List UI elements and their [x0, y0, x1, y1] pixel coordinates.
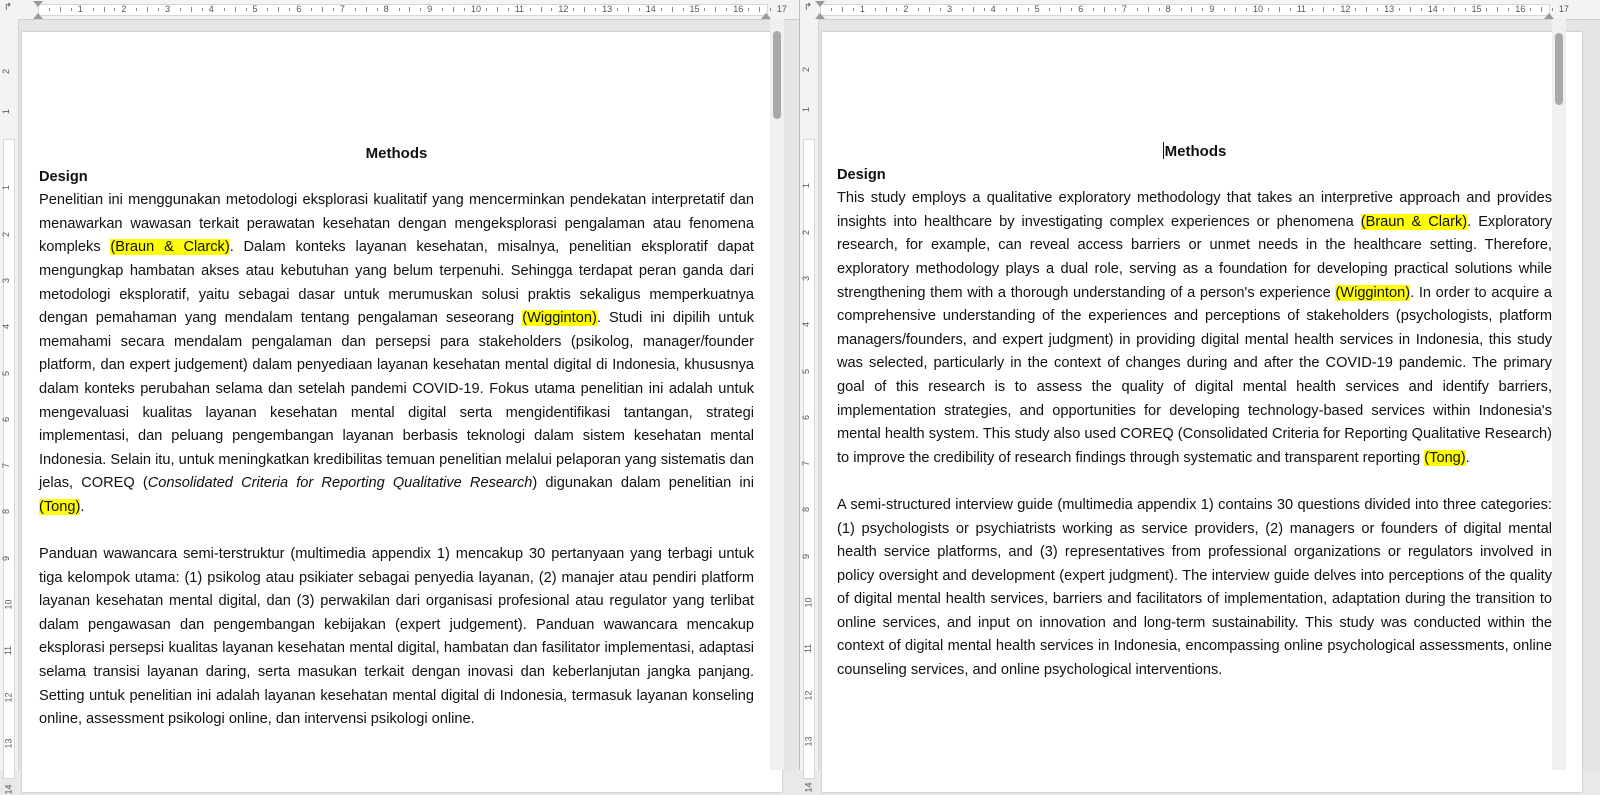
- ruler-number: 11: [3, 646, 14, 656]
- ruler-number: 6: [801, 414, 812, 420]
- ruler-number: 10: [3, 599, 14, 610]
- ruler-number: 7: [339, 4, 345, 14]
- ruler-tick: [683, 8, 684, 11]
- ruler-tick: [1060, 7, 1061, 12]
- section-title: [837, 140, 1552, 164]
- ruler-tick: [1312, 8, 1313, 11]
- highlighted-citation: (Wigginton): [1335, 284, 1411, 301]
- ruler-tick: [1508, 8, 1509, 11]
- ruler-tick: [486, 8, 487, 11]
- ruler-tick: [929, 7, 930, 12]
- text-run: . Studi ini dipilih untuk memahami secara mendalam pengalaman dan persepsi para stakeholders (psikolog, manager/founder platform, dan expert judgement) dalam penyediaan layanan kesehatan mental digital di Indonesia, khususnya dalam konteks perubahan selama dan setelah pandemi COVID-19. Fokus utama penelitian ini adalah untuk mengevaluasi kualitas layanan kesehatan mental digital serta mengidentifikasi tantangan, strategi implementasi, dan peluang pengembangan layanan berbasis teknologi dalam sistem kesehatan mental Indonesia. Selain itu, untuk meningkatkan kredibilitas temuan penelitian melalui pelaporan yang sistematis dan jelas, COREQ (: [39, 310, 755, 492]
- highlighted-citation: (Braun & Clark): [1360, 213, 1468, 230]
- tab-selector-icon[interactable]: ↱: [3, 2, 13, 13]
- text-run: . In order to acquire a comprehensive understanding of the experiences and perceptions of stakeholders (psychologists, platform managers/founders, and expert judgment) in providing digital mental health services in Indonesia, this study was selected, particularly in the context of changes during and after the COVID-19 pandemic. The primary goal of this research is to assess the quality of digital mental health services and identify barriers, implementation strategies, and opportunities for developing technology-based services within Indonesia's mental health system. This study also used COREQ (Consolidated Criteria for Reporting Qualitative Research) to improve the credibility of research findings through systematic and transparent reporting: [837, 284, 1552, 466]
- ruler-tick: [1323, 7, 1324, 12]
- ruler-number: 5: [801, 368, 812, 374]
- ruler-number: 11: [1296, 4, 1307, 14]
- ruler-number: 13: [1384, 4, 1395, 14]
- ruler-number: 6: [1, 416, 12, 422]
- ruler-tick: [289, 8, 290, 11]
- ruler-tick: [1355, 8, 1356, 11]
- ruler-number: 15: [689, 4, 700, 14]
- ruler-tick: [672, 7, 673, 12]
- ruler-tick: [104, 7, 105, 12]
- ruler-tick: [1115, 8, 1116, 11]
- ruler-tick: [1497, 7, 1498, 12]
- ruler-tick: [842, 7, 843, 12]
- ruler-tick: [497, 7, 498, 12]
- ruler-tick: [628, 7, 629, 12]
- highlighted-citation: (Tong): [1424, 449, 1466, 466]
- ruler-tick: [464, 8, 465, 11]
- ruler-tick: [973, 7, 974, 12]
- ruler-tick: [180, 8, 181, 11]
- ruler-tick: [1366, 7, 1367, 12]
- ruler-number: 14: [803, 782, 814, 793]
- ruler-tick: [202, 8, 203, 11]
- vertical-ruler[interactable]: [0, 19, 19, 795]
- ruler-number: 12: [3, 692, 14, 703]
- ruler-number: 7: [1121, 4, 1127, 14]
- ruler-tick: [715, 7, 716, 12]
- right-document-pane[interactable]: [800, 0, 1600, 793]
- ruler-tick: [1399, 8, 1400, 11]
- ruler-tick: [748, 8, 749, 11]
- ruler-tick: [1410, 7, 1411, 12]
- ruler-number: 6: [296, 4, 302, 14]
- ruler-tick: [355, 8, 356, 11]
- vertical-scrollbar[interactable]: [770, 19, 784, 770]
- ruler-number: 2: [801, 66, 812, 73]
- ruler-tick: [530, 8, 531, 11]
- ruler-number: 1: [1, 108, 12, 115]
- interview-paragraph: Panduan wawancara semi-terstruktur (multimedia appendix 1) mencakup 30 pertanyaan yang terbagi untuk tiga kelompok utama: (1) psikolog atau psikiater sebagai penyedia layanan, (2) manajer atau pendiri platform layanan kesehatan mental digital, dan (3) perwakilan dari organisasi profesional atau regulator yang terlibat dalam pengawasan dan pengembangan kebijakan (expert judgement). Panduan wawancara mencakup eksplorasi persepsi kualitas layanan kesehatan mental digital, hambatan dan fasilitator implementasi, adaptasi selama transisi layanan daring, serta masukan terkait dengan inovasi dan keberlanjutan jangka panjang. Setting untuk penelitian ini adalah layanan kesehatan mental digital di Indonesia, termasuk layanan konseling online, assessment psikologi online, dan intervensi psikologi online.: [39, 546, 754, 728]
- ruler-tick: [661, 8, 662, 11]
- ruler-number: 13: [602, 4, 613, 14]
- section-title: Methods: [365, 145, 428, 162]
- ruler-tick: [1235, 7, 1236, 12]
- ruler-tick: [1049, 8, 1050, 11]
- ruler-tick: [595, 8, 596, 11]
- ruler-number: 5: [252, 4, 258, 14]
- ruler-tick: [984, 8, 985, 11]
- ruler-number: 11: [514, 4, 525, 14]
- ruler-tick: [322, 7, 323, 12]
- ruler-tick: [896, 8, 897, 11]
- ruler-number: 4: [1, 324, 12, 330]
- ruler-tick: [235, 7, 236, 12]
- ruler-number: 3: [947, 4, 953, 14]
- ruler-tick: [1181, 8, 1182, 11]
- ruler-number: 9: [1, 555, 12, 561]
- ruler-tick: [584, 7, 585, 12]
- design-paragraph: [837, 187, 1552, 470]
- ruler-number: 11: [803, 644, 814, 654]
- italic-text: Consolidated Criteria for Reporting Qualitative Research: [147, 475, 533, 492]
- ruler-tick: [918, 8, 919, 11]
- ruler-tick: [278, 7, 279, 12]
- ruler-tick: [49, 8, 50, 11]
- ruler-tick: [759, 7, 760, 12]
- ruler-number: 1: [801, 183, 812, 189]
- ruler-number: 10: [803, 597, 814, 608]
- first-line-indent-marker[interactable]: [33, 1, 43, 7]
- scrollbar-thumb[interactable]: [773, 31, 781, 119]
- text-run: . Exploratory research, for example, can reveal access barriers or unmet needs in the healthcare setting. Therefore, exploratory methodology plays a dual role, serving as a foundation for developing practical solutions while strengthening them with a thorough understanding of a person's experience: [837, 213, 1553, 301]
- ruler-tick: [399, 8, 400, 11]
- ruler-tick: [1137, 8, 1138, 11]
- ruler-number: 3: [801, 275, 812, 281]
- subsection-heading: Design: [39, 168, 88, 185]
- ruler-number: 4: [801, 322, 812, 328]
- document-body[interactable]: [837, 140, 1552, 683]
- ruler-tick: [962, 8, 963, 11]
- ruler-number: 13: [3, 738, 14, 749]
- ruler-tick: [442, 8, 443, 11]
- ruler-tick: [246, 8, 247, 11]
- ruler-tick: [1279, 7, 1280, 12]
- ruler-tick: [136, 8, 137, 11]
- ruler-tick: [114, 8, 115, 11]
- ruler-tick: [770, 8, 771, 11]
- ruler-tick: [573, 8, 574, 11]
- ruler-tick: [1443, 8, 1444, 11]
- ruler-number: 3: [1, 277, 12, 283]
- ruler-tick: [1071, 8, 1072, 11]
- ruler-number: 1: [77, 4, 83, 14]
- ruler-number: 2: [801, 229, 812, 235]
- ruler-tick: [224, 8, 225, 11]
- ruler-tick: [1104, 7, 1105, 12]
- ruler-number: 16: [733, 4, 744, 14]
- text-run: Penelitian ini menggunakan metodologi eksplorasi kualitatif yang mencerminkan pendekatan interpretatif dan menawarkan wawasan terkait perawatan kesehatan dengan mengeksplorasi pengalaman atau fenomena kompleks: [39, 192, 754, 256]
- text-run: This study employs a qualitative exploratory methodology that takes an interpretive approach and provides insights into healthcare by investigating complex experiences or phenomena: [837, 190, 1552, 230]
- text-run: .: [80, 498, 85, 515]
- ruler-number: 1: [801, 106, 812, 113]
- ruler-tick: [1006, 8, 1007, 11]
- ruler-tick: [1454, 7, 1455, 12]
- document-body[interactable]: [39, 142, 754, 732]
- ruler-tick: [147, 7, 148, 12]
- ruler-tick: [1093, 8, 1094, 11]
- text-run: .: [1465, 449, 1470, 466]
- ruler-number: 8: [383, 4, 389, 14]
- ruler-tick: [191, 7, 192, 12]
- hanging-indent-marker[interactable]: [33, 13, 43, 19]
- ruler-tick: [551, 8, 552, 11]
- ruler-tick: [93, 8, 94, 11]
- ruler-tick: [1268, 8, 1269, 11]
- ruler-tick: [311, 8, 312, 11]
- ruler-number: 15: [1471, 4, 1482, 14]
- tab-selector-icon[interactable]: ↱: [803, 2, 813, 13]
- ruler-number: 2: [1, 231, 12, 237]
- vertical-ruler[interactable]: [800, 19, 819, 793]
- ruler-tick: [726, 8, 727, 11]
- ruler-tick: [267, 8, 268, 11]
- ruler-tick: [617, 8, 618, 11]
- ruler-tick: [60, 7, 61, 12]
- text-run: ) digunakan dalam penelitian ini: [532, 475, 754, 492]
- ruler-tick: [831, 8, 832, 11]
- ruler-tick: [1017, 7, 1018, 12]
- ruler-number: 4: [208, 4, 214, 14]
- design-paragraph: [39, 189, 754, 519]
- text-run: . Dalam konteks layanan kesehatan, misalnya, penelitian eksploratif dapat mengungkap hambatan akses atau kebutuhan yang belum terpenuhi. Sehingga terdapat peran ganda dari metodologi eksploratif, yaitu sebagai dasar untuk merumuskan solusi praktis sekaligus memperkuatnya dengan pemahaman yang mendalam tentang pengalaman seseorang: [39, 239, 754, 327]
- ruler-tick: [366, 7, 367, 12]
- ruler-tick: [71, 8, 72, 11]
- ruler-tick: [1191, 7, 1192, 12]
- ruler-tick: [1148, 7, 1149, 12]
- ruler-tick: [1028, 8, 1029, 11]
- first-line-indent-marker[interactable]: [815, 1, 825, 7]
- ruler-number: 8: [1, 509, 12, 515]
- horizontal-ruler[interactable]: [0, 0, 800, 20]
- ruler-number: 1: [1, 185, 12, 191]
- ruler-number: 5: [1034, 4, 1040, 14]
- ruler-tick: [453, 7, 454, 12]
- ruler-tick: [508, 8, 509, 11]
- ruler-number: 9: [427, 4, 433, 14]
- highlighted-citation: (Wigginton): [522, 310, 597, 327]
- ruler-number: 12: [803, 690, 814, 701]
- ruler-tick: [158, 8, 159, 11]
- ruler-tick: [639, 8, 640, 11]
- ruler-tick: [1486, 8, 1487, 11]
- ruler-tick: [704, 8, 705, 11]
- ruler-number: 8: [1165, 4, 1171, 14]
- ruler-number: 12: [1340, 4, 1351, 14]
- ruler-tick: [409, 7, 410, 12]
- ruler-tick: [875, 8, 876, 11]
- ruler-number: 14: [645, 4, 656, 14]
- ruler-tick: [1465, 8, 1466, 11]
- ruler-tick: [420, 8, 421, 11]
- ruler-number: 8: [801, 507, 812, 513]
- ruler-number: 17: [776, 4, 787, 14]
- ruler-tick: [1552, 8, 1553, 11]
- ruler-number: 1: [859, 4, 865, 14]
- ruler-tick: [377, 8, 378, 11]
- ruler-number: 14: [3, 784, 14, 795]
- ruler-tick: [1202, 8, 1203, 11]
- ruler-tick: [886, 7, 887, 12]
- ruler-number: 2: [903, 4, 909, 14]
- ruler-tick: [1421, 8, 1422, 11]
- ruler-number: 2: [1, 68, 12, 75]
- subsection-heading: Design: [837, 166, 886, 183]
- ruler-tick: [940, 8, 941, 11]
- horizontal-ruler[interactable]: [800, 0, 1600, 20]
- interview-paragraph: A semi-structured interview guide (multimedia appendix 1) contains 30 questions divided into three categories: (1) psychologists or psychiatrists working as service providers, (2) managers or founders of digital mental health service platforms, and (3) representatives from professional organizations or regulators involved in policy oversight and development (expert judgment). The interview guide delves into perceptions of the quality of digital mental health services, barriers and facilitators of implementation, adaptation during the transition to online services, and input on innovation and long-term sustainability. This study was conducted within the context of digital mental health services in Indonesia, encompassing online psychological assessments, online counseling services, and online psychological interventions.: [837, 496, 1552, 679]
- ruler-tick: [1541, 7, 1542, 12]
- vertical-scrollbar[interactable]: [1552, 19, 1566, 770]
- ruler-tick: [1333, 8, 1334, 11]
- ruler-tick: [1159, 8, 1160, 11]
- ruler-number: 10: [1253, 4, 1264, 14]
- ruler-number: 9: [1209, 4, 1215, 14]
- ruler-number: 7: [801, 461, 812, 467]
- ruler-number: 13: [803, 736, 814, 747]
- highlighted-citation: (Tong): [39, 498, 81, 515]
- ruler-tick: [1224, 8, 1225, 11]
- ruler-number: 9: [801, 553, 812, 559]
- document-page[interactable]: [22, 32, 782, 792]
- ruler-number: 14: [1427, 4, 1438, 14]
- ruler-tick: [541, 7, 542, 12]
- ruler-number: 12: [558, 4, 569, 14]
- ruler-tick: [333, 8, 334, 11]
- scrollbar-thumb[interactable]: [1555, 33, 1563, 105]
- ruler-number: 5: [1, 370, 12, 376]
- highlighted-citation: (Braun & Clarck): [110, 239, 230, 256]
- ruler-number: 17: [1558, 4, 1569, 14]
- ruler-number: 2: [121, 4, 127, 14]
- ruler-tick: [1246, 8, 1247, 11]
- ruler-tick: [1377, 8, 1378, 11]
- ruler-number: 7: [1, 463, 12, 469]
- section-title-text: Methods: [1164, 143, 1227, 160]
- document-page[interactable]: [822, 32, 1582, 792]
- text-cursor: [1163, 142, 1164, 159]
- ruler-tick: [853, 8, 854, 11]
- ruler-number: 10: [471, 4, 482, 14]
- ruler-number: 6: [1078, 4, 1084, 14]
- ruler-number: 16: [1515, 4, 1526, 14]
- ruler-tick: [1290, 8, 1291, 11]
- ruler-number: 3: [165, 4, 171, 14]
- ruler-number: 4: [990, 4, 996, 14]
- ruler-tick: [1530, 8, 1531, 11]
